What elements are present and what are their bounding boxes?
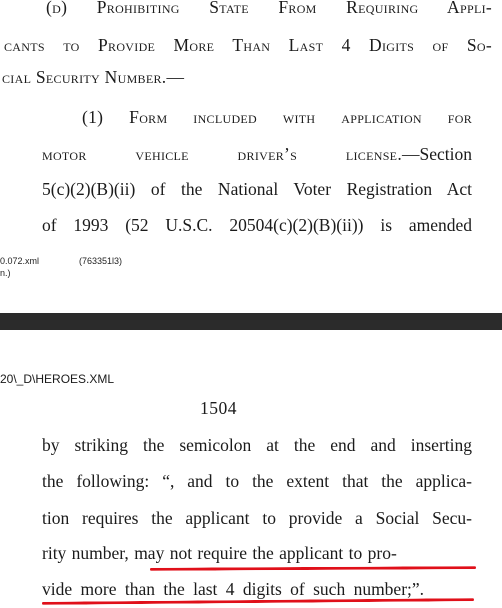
paragraph-1-section-word: —Section: [402, 144, 472, 164]
body-line-4-prefix: rity number,: [42, 543, 135, 563]
body-line-5-suffix: ”.: [411, 579, 425, 599]
red-underline-1: [150, 566, 476, 571]
section-heading-line-1: (d) Prohibiting State From Requiring Appli-: [46, 0, 492, 17]
footer-file-number: (763351l3): [79, 256, 123, 266]
highlighted-text-part-2: vide more than the last 4 digits of such number;: [42, 579, 412, 599]
paragraph-1-line-1: (1) Form included with application for: [82, 107, 472, 127]
body-line-4: [42, 542, 472, 564]
paragraph-1-line-2: [42, 143, 472, 165]
page-number: 1504: [200, 398, 237, 418]
paragraph-1-line-3: 5(c)(2)(B)(ii) of the National Voter Registration Act: [42, 179, 472, 199]
highlighted-text-part-1: may not require the applicant to pro-: [134, 543, 397, 563]
footer-file-name: 0.072.xml: [0, 256, 40, 266]
paragraph-1-smallcaps-text: motor vehicle driver’s license.: [42, 144, 402, 164]
body-line-1: by striking the semicolon at the end and inserting: [42, 435, 472, 455]
body-line-5: [42, 578, 472, 600]
body-line-3: tion requires the applicant to provide a Social Secu-: [42, 508, 472, 528]
page-break-bar: [0, 313, 502, 330]
paragraph-1-line-4: of 1993 (52 U.S.C. 20504(c)(2)(B)(ii)) is amended: [42, 215, 472, 235]
section-heading-line-2: cants to Provide More Than Last 4 Digits of So-: [4, 35, 492, 55]
footer-line-2: n.): [0, 268, 11, 278]
file-header: 20\_D\HEROES.XML: [0, 372, 115, 386]
section-heading-line-3: cial Security Number.—: [2, 67, 185, 87]
body-line-2: the following: “, and to the extent that the applica-: [42, 471, 472, 491]
